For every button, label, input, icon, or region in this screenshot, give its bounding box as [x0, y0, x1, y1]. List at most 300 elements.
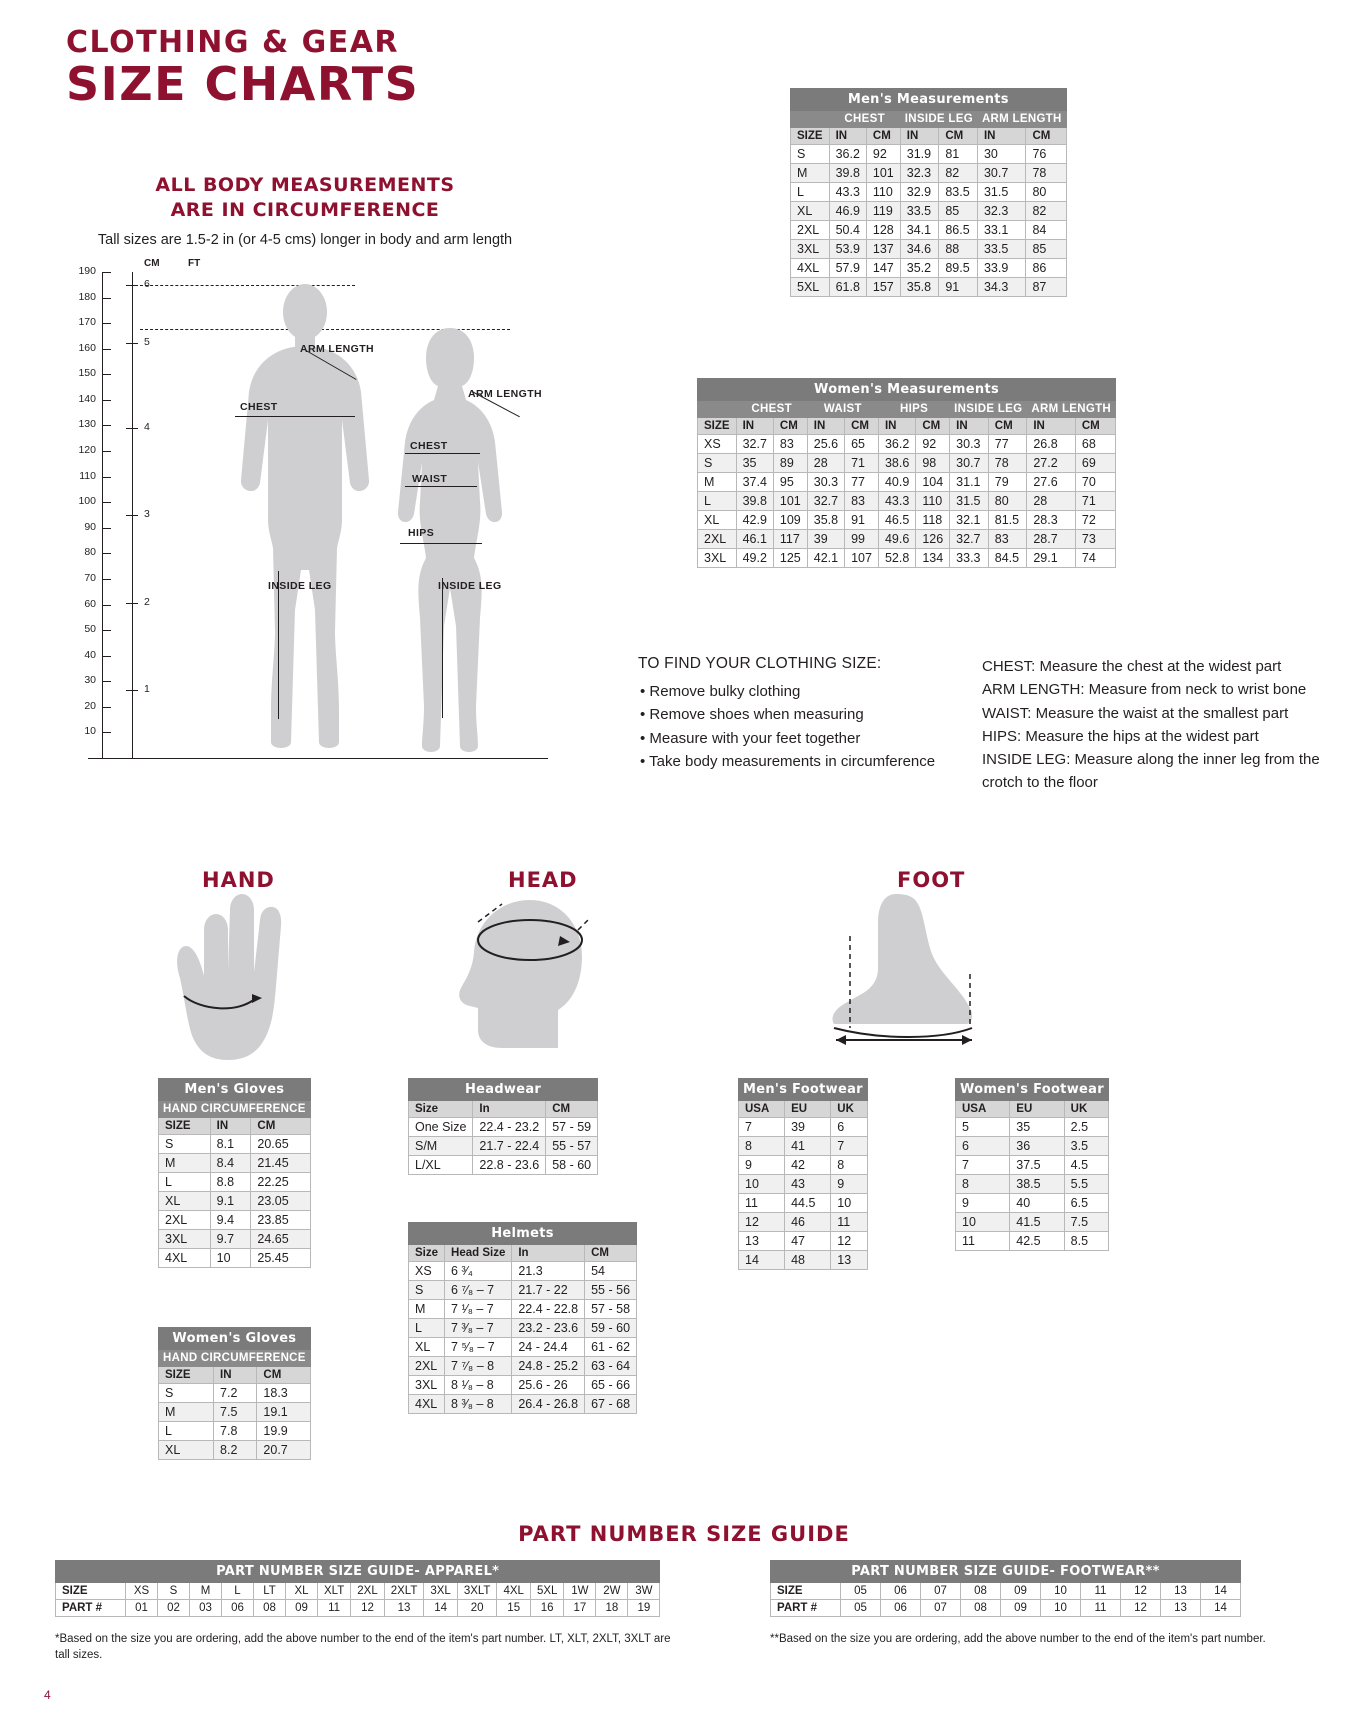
table-cell: 4.5 — [1064, 1156, 1108, 1175]
table-cell: 31.1 — [950, 473, 989, 492]
table-cell: 12 — [1121, 1600, 1161, 1617]
table-cell: 24.65 — [251, 1230, 310, 1249]
part-number-footwear-note: **Based on the size you are ordering, add the above number to the end of the item's part number. — [770, 1633, 1266, 1645]
table-cell: 37.4 — [736, 473, 773, 492]
table-cell: 65 — [845, 435, 879, 454]
table-cell: 83 — [773, 435, 807, 454]
table-cell: S/M — [409, 1137, 473, 1156]
table-cell: 17 — [564, 1600, 596, 1617]
table-row — [159, 1173, 311, 1192]
table-row — [159, 1384, 311, 1403]
table-row — [409, 1118, 598, 1137]
table-cell: 7.5 — [1064, 1213, 1108, 1232]
definition-term: WAIST: — [982, 704, 1032, 722]
body-measurement-diagram — [60, 258, 560, 778]
table-cell: 07 — [921, 1583, 961, 1600]
table-cell: XL — [791, 202, 830, 221]
column-header: Size — [409, 1101, 473, 1118]
table-cell: 4XL — [409, 1395, 445, 1414]
table-cell: 89 — [773, 454, 807, 473]
table-cell: 87 — [1026, 278, 1066, 297]
table-row — [698, 511, 1116, 530]
part-number-footwear-table — [770, 1560, 1241, 1617]
cm-tick-label: 50 — [84, 623, 96, 636]
helmets-subheaders — [409, 1245, 637, 1262]
cm-tick — [102, 323, 111, 324]
hand-section-heading: HAND — [202, 868, 275, 892]
table-cell: 83 — [845, 492, 879, 511]
table-cell: 11 — [831, 1213, 868, 1232]
table-cell: 22.4 - 22.8 — [512, 1300, 585, 1319]
table-cell: 12 — [1121, 1583, 1161, 1600]
head-section-heading: HEAD — [508, 868, 578, 892]
table-cell: 7.2 — [214, 1384, 257, 1403]
table-cell: XS — [698, 435, 737, 454]
table-cell: 50.4 — [829, 221, 866, 240]
table-cell: XL — [286, 1583, 318, 1600]
table-cell: 7 — [831, 1137, 868, 1156]
page-number: 4 — [44, 1688, 51, 1702]
mens-measurements-subheaders — [791, 128, 1067, 145]
cm-tick-label: 80 — [84, 546, 96, 559]
table-row — [698, 549, 1116, 568]
table-cell: 41.5 — [1010, 1213, 1064, 1232]
table-cell: 3W — [628, 1583, 660, 1600]
table-cell: 31.9 — [900, 145, 939, 164]
chest-line-male — [235, 416, 355, 417]
table-cell: 08 — [961, 1600, 1001, 1617]
table-cell: 27.2 — [1027, 454, 1076, 473]
mens-footwear-table — [738, 1078, 868, 1270]
table-cell: 12 — [831, 1232, 868, 1251]
table-cell: 9 — [831, 1175, 868, 1194]
cm-tick-label: 70 — [84, 571, 96, 584]
table-cell: 11 — [1081, 1583, 1121, 1600]
table-cell: 46.9 — [829, 202, 866, 221]
table-cell: 83.5 — [939, 183, 978, 202]
column-header: IN — [878, 418, 915, 435]
table-cell: 134 — [916, 549, 950, 568]
table-cell: 3.5 — [1064, 1137, 1108, 1156]
subheading-line-2: ARE IN CIRCUMFERENCE — [170, 198, 440, 221]
column-header: USA — [739, 1101, 785, 1118]
table-cell: 35.2 — [900, 259, 939, 278]
table-cell: 91 — [845, 511, 879, 530]
ft-tick — [126, 515, 138, 516]
definition-text: Measure from neck to wrist bone — [1084, 681, 1307, 699]
table-cell: 38.6 — [878, 454, 915, 473]
table-cell: 79 — [988, 473, 1027, 492]
column-header: IN — [210, 1118, 251, 1135]
waist-label-female: WAIST — [412, 473, 448, 485]
table-cell: 137 — [866, 240, 900, 259]
table-cell: M — [190, 1583, 222, 1600]
table-cell: 82 — [939, 164, 978, 183]
table-cell: XLT — [318, 1583, 351, 1600]
group-header-spacer — [698, 401, 737, 418]
table-cell: 71 — [845, 454, 879, 473]
table-cell: 69 — [1075, 454, 1115, 473]
definition-text: Measure the chest at the widest part — [1035, 658, 1282, 675]
table-cell: 8 — [739, 1137, 785, 1156]
column-header: CM — [845, 418, 879, 435]
table-cell: 28.3 — [1027, 511, 1076, 530]
table-cell: 35.8 — [807, 511, 844, 530]
mens-footwear-subheaders — [739, 1101, 868, 1118]
cm-tick — [102, 656, 111, 657]
table-cell: 86.5 — [939, 221, 978, 240]
table-cell: 3XL — [159, 1230, 211, 1249]
table-row — [159, 1192, 311, 1211]
table-cell: 92 — [916, 435, 950, 454]
table-cell: L — [159, 1422, 214, 1441]
cm-tick-label: 110 — [79, 469, 96, 482]
ft-tick-label: 4 — [144, 421, 150, 433]
table-cell: 5XL — [530, 1583, 563, 1600]
table-cell: 23.2 - 23.6 — [512, 1319, 585, 1338]
headwear-caption: Headwear — [409, 1079, 598, 1101]
table-cell: 27.6 — [1027, 473, 1076, 492]
row-header: PART # — [56, 1600, 126, 1617]
group-header: ARM LENGTH — [977, 111, 1066, 128]
column-header: IN — [736, 418, 773, 435]
table-cell: 88 — [939, 240, 978, 259]
table-cell: 33.5 — [900, 202, 939, 221]
definition-term: HIPS: — [982, 727, 1022, 745]
table-cell: 29.1 — [1027, 549, 1076, 568]
find-size-list — [640, 680, 935, 773]
table-cell: 1W — [564, 1583, 596, 1600]
table-cell: 107 — [845, 549, 879, 568]
table-row — [698, 454, 1116, 473]
definition-term: INSIDE LEG: — [982, 751, 1071, 768]
part-number-apparel-body — [56, 1583, 660, 1617]
table-row — [771, 1583, 1241, 1600]
table-cell: 30.7 — [977, 164, 1026, 183]
table-cell: 65 - 66 — [585, 1376, 637, 1395]
table-cell: 20.65 — [251, 1135, 310, 1154]
column-header: USA — [956, 1101, 1010, 1118]
table-row — [409, 1319, 637, 1338]
table-row — [159, 1211, 311, 1230]
table-cell: 118 — [916, 511, 950, 530]
definition-term: ARM LENGTH: — [982, 681, 1085, 699]
table-cell: 10 — [739, 1175, 785, 1194]
table-cell: 05 — [841, 1583, 881, 1600]
table-cell: 2XL — [791, 221, 830, 240]
table-cell: 84 — [1026, 221, 1066, 240]
column-header: IN — [977, 128, 1026, 145]
table-cell: 68 — [1075, 435, 1115, 454]
column-header: EU — [1010, 1101, 1064, 1118]
part-number-footwear-body — [771, 1583, 1241, 1617]
table-cell: 9 — [739, 1156, 785, 1175]
table-row — [56, 1600, 660, 1617]
table-row — [739, 1137, 868, 1156]
table-row — [956, 1213, 1109, 1232]
table-cell: 39.8 — [736, 492, 773, 511]
table-cell: 104 — [916, 473, 950, 492]
column-header: IN — [1027, 418, 1076, 435]
table-cell: 72 — [1075, 511, 1115, 530]
table-cell: 38.5 — [1010, 1175, 1064, 1194]
table-cell: 119 — [866, 202, 900, 221]
table-cell: 40.9 — [878, 473, 915, 492]
table-cell: 35.8 — [900, 278, 939, 297]
table-row — [409, 1395, 637, 1414]
table-cell: M — [698, 473, 737, 492]
table-cell: 74 — [1075, 549, 1115, 568]
table-cell: 20.7 — [257, 1441, 310, 1460]
column-header: CM — [773, 418, 807, 435]
cm-tick-label: 90 — [84, 520, 96, 533]
definition-text: Measure the waist at the smallest part — [1031, 704, 1289, 722]
inside-leg-label-female: INSIDE LEG — [438, 580, 502, 592]
table-row — [739, 1175, 868, 1194]
mens-footwear-caption: Men's Footwear — [739, 1079, 868, 1101]
cm-tick-label: 130 — [78, 418, 96, 431]
table-cell: 24.8 - 25.2 — [512, 1357, 585, 1376]
table-cell: 126 — [916, 530, 950, 549]
cm-tick — [102, 681, 111, 682]
table-cell: L — [409, 1319, 445, 1338]
table-cell: 07 — [921, 1600, 961, 1617]
group-header: INSIDE LEG — [900, 111, 977, 128]
table-cell: 48 — [785, 1251, 831, 1270]
table-cell: 26.4 - 26.8 — [512, 1395, 585, 1414]
cm-tick-label: 180 — [78, 290, 96, 303]
subheading — [95, 173, 515, 222]
table-cell: 9.4 — [210, 1211, 251, 1230]
table-cell: 7 — [956, 1156, 1010, 1175]
table-cell: 110 — [866, 183, 900, 202]
table-cell: 25.6 - 26 — [512, 1376, 585, 1395]
table-cell: 06 — [222, 1600, 254, 1617]
table-cell: 67 - 68 — [585, 1395, 637, 1414]
table-row — [698, 492, 1116, 511]
cm-tick — [102, 528, 111, 529]
column-header: In — [512, 1245, 585, 1262]
table-cell: 57 - 59 — [546, 1118, 598, 1137]
cm-tick — [102, 298, 111, 299]
table-cell: 2W — [596, 1583, 628, 1600]
table-cell: 81 — [939, 145, 978, 164]
table-cell: 30.3 — [807, 473, 844, 492]
table-cell: 11 — [956, 1232, 1010, 1251]
helmets-body — [409, 1262, 637, 1414]
table-row — [791, 259, 1067, 278]
column-header: Size — [409, 1245, 445, 1262]
table-cell: 30.3 — [950, 435, 989, 454]
table-cell: 46 — [785, 1213, 831, 1232]
table-cell: 43 — [785, 1175, 831, 1194]
mens-measurements-table — [790, 88, 1067, 297]
table-row — [698, 435, 1116, 454]
table-cell: 61 - 62 — [585, 1338, 637, 1357]
table-row — [409, 1338, 637, 1357]
column-header: CM — [546, 1101, 598, 1118]
table-cell: 13 — [739, 1232, 785, 1251]
table-cell: 101 — [866, 164, 900, 183]
womens-footwear-body — [956, 1118, 1109, 1251]
table-row — [409, 1300, 637, 1319]
table-cell: 34.1 — [900, 221, 939, 240]
table-cell: 78 — [988, 454, 1027, 473]
table-cell: 10 — [1041, 1583, 1081, 1600]
definition-text: Measure along the inner leg from the crotch to the floor — [982, 751, 1320, 792]
table-row — [791, 240, 1067, 259]
table-cell: 10 — [1041, 1600, 1081, 1617]
table-cell: XL — [698, 511, 737, 530]
table-row — [739, 1232, 868, 1251]
table-cell: 11 — [739, 1194, 785, 1213]
table-cell: L — [791, 183, 830, 202]
table-cell: 10 — [831, 1194, 868, 1213]
table-row — [159, 1249, 311, 1268]
table-cell: 05 — [841, 1600, 881, 1617]
table-cell: 11 — [1081, 1600, 1121, 1617]
table-cell: 6 — [831, 1118, 868, 1137]
column-header: CM — [585, 1245, 637, 1262]
table-cell: 28 — [807, 454, 844, 473]
mens-gloves-body — [159, 1135, 311, 1268]
table-cell: 14 — [739, 1251, 785, 1270]
table-cell: 32.7 — [950, 530, 989, 549]
table-cell: XL — [159, 1441, 214, 1460]
part-number-title: PART NUMBER SIZE GUIDE — [518, 1522, 850, 1546]
table-cell: 32.9 — [900, 183, 939, 202]
column-header: CM — [916, 418, 950, 435]
table-cell: 6 ³⁄₄ — [445, 1262, 512, 1281]
table-cell: 13 — [384, 1600, 424, 1617]
table-cell: 8.4 — [210, 1154, 251, 1173]
table-cell: 57 - 58 — [585, 1300, 637, 1319]
column-header: IN — [900, 128, 939, 145]
mens-measurements-body — [791, 145, 1067, 297]
column-header: CM — [251, 1118, 310, 1135]
table-cell: 33.5 — [977, 240, 1026, 259]
table-cell: 08 — [961, 1583, 1001, 1600]
table-cell: 84.5 — [988, 549, 1027, 568]
table-cell: 33.3 — [950, 549, 989, 568]
table-row — [739, 1251, 868, 1270]
inside-leg-label-male: INSIDE LEG — [268, 580, 332, 592]
table-cell: 125 — [773, 549, 807, 568]
table-cell: 9.7 — [210, 1230, 251, 1249]
table-row — [771, 1600, 1241, 1617]
table-cell: 83 — [988, 530, 1027, 549]
table-cell: 4XL — [159, 1249, 211, 1268]
table-cell: 36.2 — [829, 145, 866, 164]
table-cell: 13 — [831, 1251, 868, 1270]
table-cell: M — [159, 1154, 211, 1173]
table-cell: S — [791, 145, 830, 164]
womens-measurements-caption: Women's Measurements — [698, 379, 1116, 401]
definition-item — [982, 702, 1327, 725]
womens-measurements-body — [698, 435, 1116, 568]
table-cell: 7 ⁵⁄₈ – 7 — [445, 1338, 512, 1357]
ft-tick — [126, 343, 138, 344]
table-cell: 23.85 — [251, 1211, 310, 1230]
table-cell: 6.5 — [1064, 1194, 1108, 1213]
table-row — [159, 1135, 311, 1154]
mens-measurements-groups — [791, 111, 1067, 128]
table-row — [791, 221, 1067, 240]
mens-gloves-table — [158, 1078, 311, 1268]
part-number-apparel-note: *Based on the size you are ordering, add the above number to the end of the item's part number. LT, XLT, 2XLT, 3XLT are tall sizes. — [55, 1633, 671, 1661]
definition-term: CHEST: — [982, 658, 1036, 675]
table-cell: 36 — [1010, 1137, 1064, 1156]
table-cell: 4XL — [791, 259, 830, 278]
womens-measurements-groups — [698, 401, 1116, 418]
table-cell: 21.7 - 22 — [512, 1281, 585, 1300]
table-cell: 63 - 64 — [585, 1357, 637, 1376]
table-cell: 49.6 — [878, 530, 915, 549]
arm-length-label-male: ARM LENGTH — [300, 343, 374, 355]
table-cell: 28.7 — [1027, 530, 1076, 549]
cm-tick — [102, 400, 111, 401]
table-row — [956, 1118, 1109, 1137]
table-cell: 2XL — [351, 1583, 384, 1600]
table-cell: 95 — [773, 473, 807, 492]
table-cell: 55 - 57 — [546, 1137, 598, 1156]
table-cell: 46.5 — [878, 511, 915, 530]
cm-tick — [102, 477, 111, 478]
column-header: IN — [214, 1367, 257, 1384]
table-cell: 7 ³⁄₈ – 7 — [445, 1319, 512, 1338]
table-cell: 21.45 — [251, 1154, 310, 1173]
table-cell: LT — [254, 1583, 286, 1600]
cm-tick — [102, 707, 111, 708]
table-cell: 23.05 — [251, 1192, 310, 1211]
headwear-body — [409, 1118, 598, 1175]
table-cell: 7 ⁷⁄₈ – 8 — [445, 1357, 512, 1376]
table-cell: 34.6 — [900, 240, 939, 259]
cm-tick — [102, 374, 111, 375]
column-header: CM — [988, 418, 1027, 435]
headwear-table — [408, 1078, 598, 1175]
table-cell: 47 — [785, 1232, 831, 1251]
table-cell: 19.9 — [257, 1422, 310, 1441]
table-cell: 76 — [1026, 145, 1066, 164]
table-row — [956, 1232, 1109, 1251]
table-cell: XS — [409, 1262, 445, 1281]
table-cell: 78 — [1026, 164, 1066, 183]
table-cell: 26.8 — [1027, 435, 1076, 454]
table-cell: 16 — [530, 1600, 563, 1617]
table-cell: 32.3 — [900, 164, 939, 183]
inside-leg-line-male — [278, 571, 279, 719]
womens-measurements-subheaders — [698, 418, 1116, 435]
table-cell: 49.2 — [736, 549, 773, 568]
table-cell: 08 — [254, 1600, 286, 1617]
cm-tick — [102, 272, 111, 273]
chest-label-male: CHEST — [240, 401, 278, 413]
table-row — [409, 1137, 598, 1156]
column-header: Head Size — [445, 1245, 512, 1262]
table-cell: L — [698, 492, 737, 511]
helmets-table — [408, 1222, 637, 1414]
table-cell: 43.3 — [878, 492, 915, 511]
table-cell: 52.8 — [878, 549, 915, 568]
table-cell: 30 — [977, 145, 1026, 164]
table-cell: 3XL — [409, 1376, 445, 1395]
table-cell: 01 — [126, 1600, 158, 1617]
definition-text: Measure the hips at the widest part — [1021, 727, 1259, 745]
cm-tick — [102, 579, 111, 580]
column-header: UK — [1064, 1101, 1108, 1118]
cm-tick-label: 170 — [78, 316, 96, 329]
